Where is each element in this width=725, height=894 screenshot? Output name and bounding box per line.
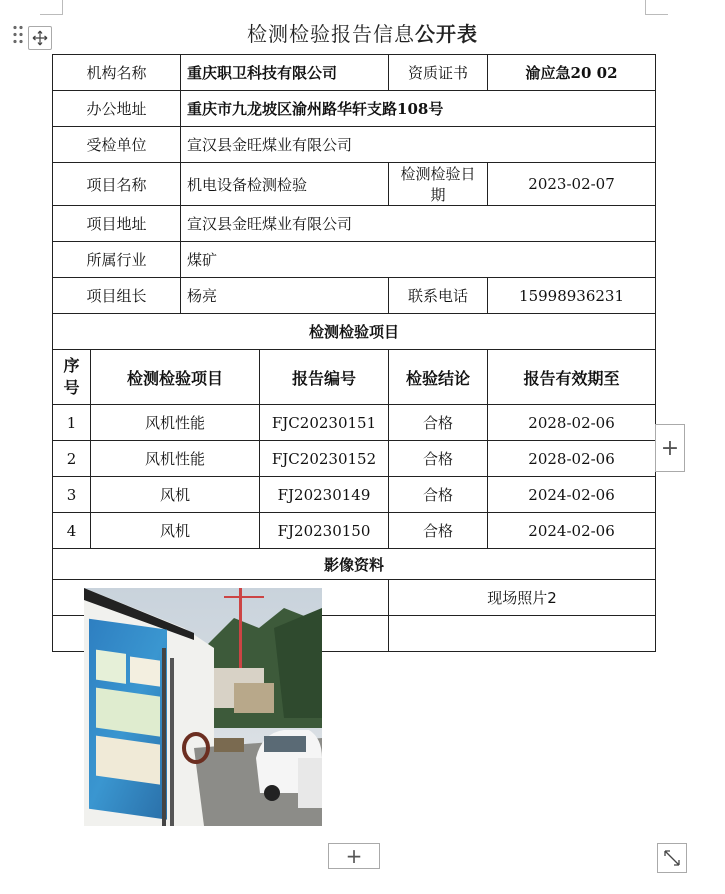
inspection-date-label: 检测检验日期 — [389, 163, 488, 206]
project-site-label: 项目地址 — [53, 206, 181, 242]
client-label: 受检单位 — [53, 127, 181, 163]
row-no: 2 — [53, 441, 91, 477]
address-row — [53, 91, 656, 127]
leader-value: 杨亮 — [181, 278, 389, 314]
row-item: 风机 — [91, 477, 260, 513]
header-report: 报告编号 — [260, 350, 389, 405]
header-valid: 报告有效期至 — [488, 350, 656, 405]
image-section-row — [53, 549, 656, 580]
items-body — [53, 350, 656, 549]
table-row — [53, 477, 656, 513]
page-corner-top-left — [40, 0, 63, 15]
row-report: FJ20230149 — [260, 477, 389, 513]
photo2-label: 现场照片2 — [389, 580, 656, 616]
project-site-value: 宣汉县金旺煤业有限公司 — [181, 206, 656, 242]
items-section-row — [53, 314, 656, 350]
report-info-table — [52, 54, 656, 652]
inspection-date-value: 2023-02-07 — [488, 163, 656, 206]
row-result: 合格 — [389, 441, 488, 477]
title-bold: 公开表 — [415, 22, 478, 46]
org-name-label: 机构名称 — [53, 55, 181, 91]
image-section-title: 影像资料 — [53, 549, 656, 580]
row-no: 4 — [53, 513, 91, 549]
row-no: 3 — [53, 477, 91, 513]
row-report: FJ20230150 — [260, 513, 389, 549]
header-item: 检测检验项目 — [91, 350, 260, 405]
row-result: 合格 — [389, 513, 488, 549]
cert-label: 资质证书 — [389, 55, 488, 91]
resize-icon[interactable] — [657, 843, 687, 873]
row-result: 合格 — [389, 405, 488, 441]
project-name-value: 机电设备检测检验 — [181, 163, 389, 206]
project-name-row — [53, 163, 656, 206]
leader-row — [53, 278, 656, 314]
client-row — [53, 127, 656, 163]
header-no: 序 号 — [53, 350, 91, 405]
org-name-value: 重庆职卫科技有限公司 — [181, 55, 389, 91]
table-row — [53, 513, 656, 549]
address-value: 重庆市九龙坡区渝州路华轩支路108号 — [181, 91, 656, 127]
header-result: 检验结论 — [389, 350, 488, 405]
site-photo-1 — [84, 588, 322, 826]
photo2-cell — [389, 616, 656, 652]
leader-label: 项目组长 — [53, 278, 181, 314]
page-corner-top-right — [645, 0, 668, 15]
row-valid: 2028-02-06 — [488, 405, 656, 441]
table-row — [53, 405, 656, 441]
add-column-button[interactable]: + — [655, 424, 685, 472]
cert-value: 渝应急20 02 — [488, 55, 656, 91]
items-section-title: 检测检验项目 — [53, 314, 656, 350]
industry-value: 煤矿 — [181, 242, 656, 278]
row-valid: 2024-02-06 — [488, 513, 656, 549]
title-regular: 检测检验报告信息 — [247, 22, 415, 46]
project-name-label: 项目名称 — [53, 163, 181, 206]
row-valid: 2028-02-06 — [488, 441, 656, 477]
items-header-row — [53, 350, 656, 405]
project-site-row — [53, 206, 656, 242]
row-item: 风机性能 — [91, 405, 260, 441]
address-label: 办公地址 — [53, 91, 181, 127]
row-report: FJC20230152 — [260, 441, 389, 477]
industry-label: 所属行业 — [53, 242, 181, 278]
row-item: 风机性能 — [91, 441, 260, 477]
table-row — [53, 441, 656, 477]
add-row-button[interactable]: + — [328, 843, 380, 869]
phone-label: 联系电话 — [389, 278, 488, 314]
row-report: FJC20230151 — [260, 405, 389, 441]
row-valid: 2024-02-06 — [488, 477, 656, 513]
row-no: 1 — [53, 405, 91, 441]
industry-row — [53, 242, 656, 278]
document-title — [0, 18, 725, 47]
org-row — [53, 55, 656, 91]
client-value: 宣汉县金旺煤业有限公司 — [181, 127, 656, 163]
row-item: 风机 — [91, 513, 260, 549]
phone-value: 15998936231 — [488, 278, 656, 314]
row-result: 合格 — [389, 477, 488, 513]
